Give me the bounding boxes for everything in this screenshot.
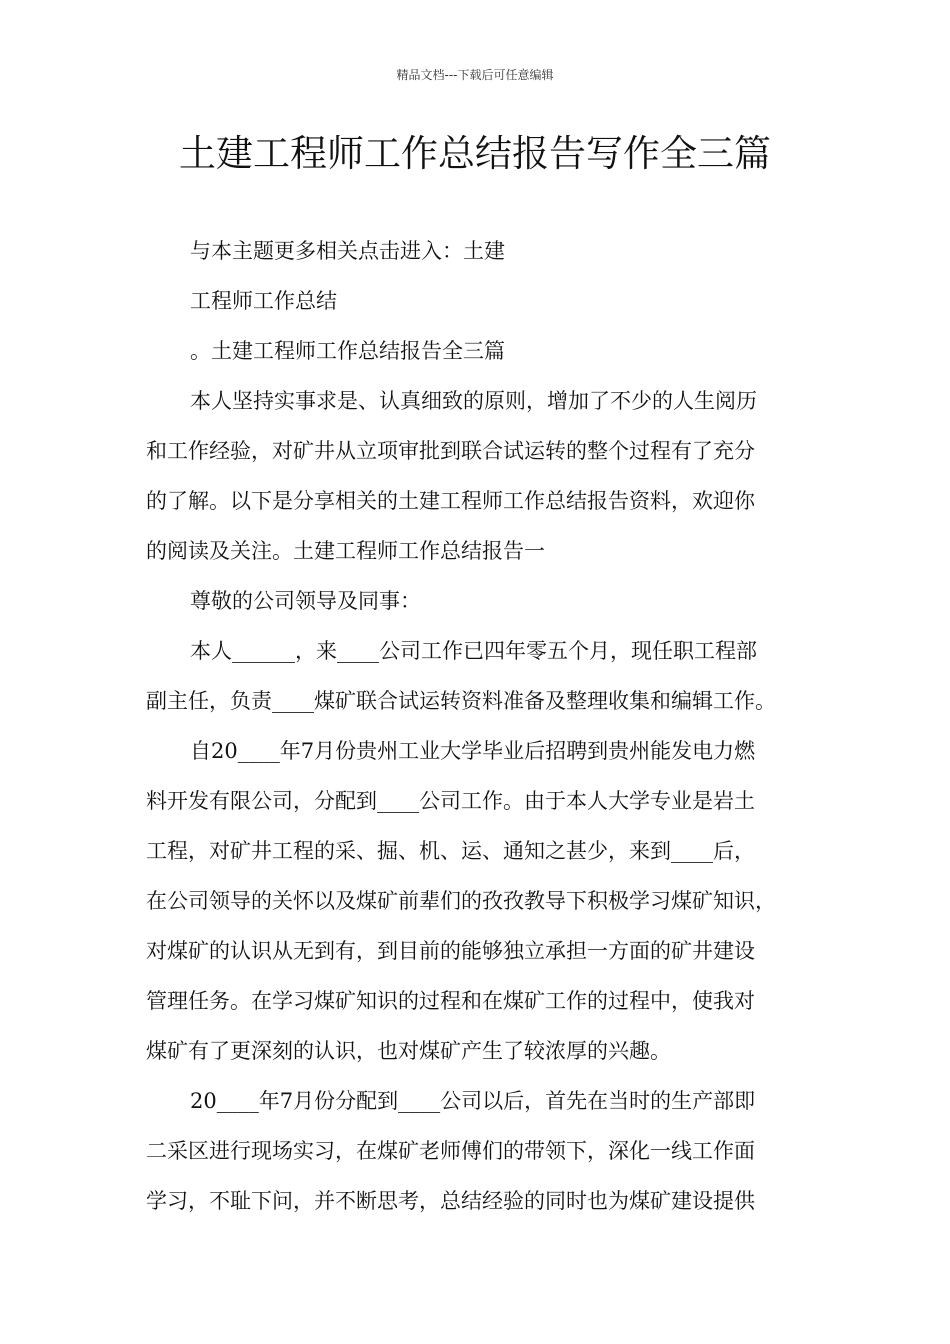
header-note: 精品文档---下载后可任意编辑 <box>396 68 554 82</box>
paragraph-line: 煤矿有了更深刻的认识，也对煤矿产生了较浓厚的兴趣。 <box>146 1039 671 1063</box>
paragraph-line: 副主任，负责____煤矿联合试运转资料准备及整理收集和编辑工作。 <box>146 689 776 713</box>
paragraph-line: 的了解。以下是分享相关的土建工程师工作总结报告资料，欢迎你 <box>146 489 755 513</box>
paragraph-line: 。土建工程师工作总结报告全三篇 <box>190 339 505 363</box>
paragraph-line: 二采区进行现场实习，在煤矿老师傅们的带领下，深化一线工作面 <box>146 1139 755 1163</box>
document-title: 土建工程师工作总结报告写作全三篇 <box>179 132 771 175</box>
paragraph-line: 的阅读及关注。土建工程师工作总结报告一 <box>146 539 545 563</box>
paragraph-line: 工程，对矿井工程的采、掘、机、运、通知之甚少，来到____后， <box>146 839 755 863</box>
paragraph-line: 本人______，来____公司工作已四年零五个月，现任职工程部 <box>190 639 757 663</box>
paragraph-line: 管理任务。在学习煤矿知识的过程和在煤矿工作的过程中，使我对 <box>146 989 755 1013</box>
paragraph-line: 学习，不耻下问，并不断思考，总结经验的同时也为煤矿建设提供 <box>146 1189 755 1213</box>
paragraph-line: 尊敬的公司领导及同事： <box>190 589 421 613</box>
paragraph-line: 对煤矿的认识从无到有，到目前的能够独立承担一方面的矿井建设 <box>146 939 755 963</box>
paragraph-line: 与本主题更多相关点击进入：土建 <box>190 239 505 263</box>
paragraph-line: 料开发有限公司，分配到____公司工作。由于本人大学专业是岩土 <box>146 789 755 813</box>
paragraph-line: 工程师工作总结 <box>190 289 337 313</box>
paragraph-line: 本人坚持实事求是、认真细致的原则，增加了不少的人生阅历 <box>190 389 757 413</box>
paragraph-line: 和工作经验，对矿井从立项审批到联合试运转的整个过程有了充分 <box>146 439 755 463</box>
paragraph-line: 在公司领导的关怀以及煤矿前辈们的孜孜教导下积极学习煤矿知识， <box>146 889 776 913</box>
paragraph-line: 20____年7月份分配到____公司以后，首先在当时的生产部即 <box>190 1089 756 1113</box>
paragraph-line: 自20____年7月份贵州工业大学毕业后招聘到贵州能发电力燃 <box>190 739 756 763</box>
